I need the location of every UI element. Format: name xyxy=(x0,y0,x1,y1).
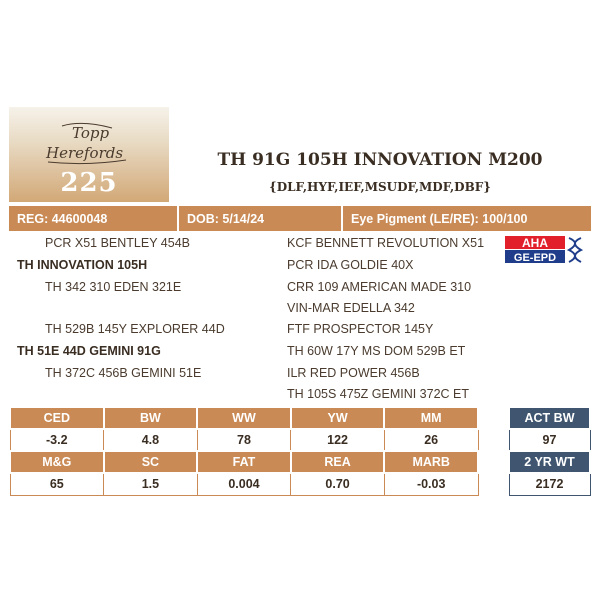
logo-line2: Herefords xyxy=(46,144,124,162)
pedigree-dam: TH 51E 44D GEMINI 91G xyxy=(17,344,161,358)
epd-value-mm: 26 xyxy=(384,429,478,451)
pedigree-ancestor: TH 60W 17Y MS DOM 529B ET xyxy=(287,344,466,358)
pedigree-ancestor: KCF BENNETT REVOLUTION X51 xyxy=(287,236,485,250)
epd-header-sc: SC xyxy=(104,451,198,473)
pedigree-ancestor: FTF PROSPECTOR 145Y xyxy=(287,322,434,336)
pedigree-dam-dam: TH 372C 456B GEMINI 51E xyxy=(45,366,202,380)
pedigree-ancestor: PCR IDA GOLDIE 40X xyxy=(287,258,414,272)
actual-weights-table xyxy=(508,406,591,496)
pedigree-ancestor: VIN-MAR EDELLA 342 xyxy=(287,301,415,315)
epd-value-ced: -3.2 xyxy=(10,429,104,451)
epd-table xyxy=(9,406,479,496)
pedigree-ancestor: CRR 109 AMERICAN MADE 310 xyxy=(287,280,472,294)
pedigree-sire-dam: TH 342 310 EDEN 321E xyxy=(45,280,182,294)
pedigree-ancestor: TH 105S 475Z GEMINI 372C ET xyxy=(287,387,470,401)
animal-name: TH 91G 105H INNOVATION M200 xyxy=(217,150,543,170)
lot-number: 225 xyxy=(60,168,118,198)
epd-value-ww: 78 xyxy=(197,429,291,451)
pedigree-ancestor: ILR RED POWER 456B xyxy=(287,366,420,380)
epd-value-yw: 122 xyxy=(291,429,385,451)
topp-herefords-logo xyxy=(42,118,132,168)
epd-header-mg: M&G xyxy=(10,451,104,473)
epd-header-bw: BW xyxy=(104,407,198,429)
genetic-designations: {DLF,HYF,IEF,MSUDF,MDF,DBF} xyxy=(269,180,491,194)
logo-line1: Topp xyxy=(72,124,110,142)
reg-number: REG: 44600048 xyxy=(17,211,108,226)
epd-header-ww: WW xyxy=(197,407,291,429)
epd-value-fat: 0.004 xyxy=(197,473,291,495)
epd-header-ced: CED xyxy=(10,407,104,429)
actual-bw-label: ACT BW xyxy=(509,407,590,429)
two-year-weight-value: 2172 xyxy=(509,473,590,495)
epd-header-marb: MARB xyxy=(384,451,478,473)
aha-logo-top: AHA xyxy=(522,236,548,250)
info-bar xyxy=(9,206,591,231)
eye-pigment: Eye Pigment (LE/RE): 100/100 xyxy=(341,206,591,231)
actual-bw-value: 97 xyxy=(509,429,590,451)
epd-header-fat: FAT xyxy=(197,451,291,473)
epd-value-sc: 1.5 xyxy=(104,473,198,495)
pedigree-sire-sire: PCR X51 BENTLEY 454B xyxy=(45,236,190,250)
pedigree-sire: TH INNOVATION 105H xyxy=(17,258,148,272)
aha-ge-epd-logo xyxy=(505,236,585,264)
epd-value-marb: -0.03 xyxy=(384,473,478,495)
epd-header-yw: YW xyxy=(291,407,385,429)
date-of-birth: DOB: 5/14/24 xyxy=(177,206,341,231)
pedigree-dam-sire: TH 529B 145Y EXPLORER 44D xyxy=(45,322,225,336)
epd-value-bw: 4.8 xyxy=(104,429,198,451)
two-year-weight-label: 2 YR WT xyxy=(509,451,590,473)
epd-header-mm: MM xyxy=(384,407,478,429)
epd-value-rea: 0.70 xyxy=(291,473,385,495)
epd-header-rea: REA xyxy=(291,451,385,473)
epd-value-mg: 65 xyxy=(10,473,104,495)
aha-logo-bottom: GE-EPD xyxy=(513,252,557,264)
